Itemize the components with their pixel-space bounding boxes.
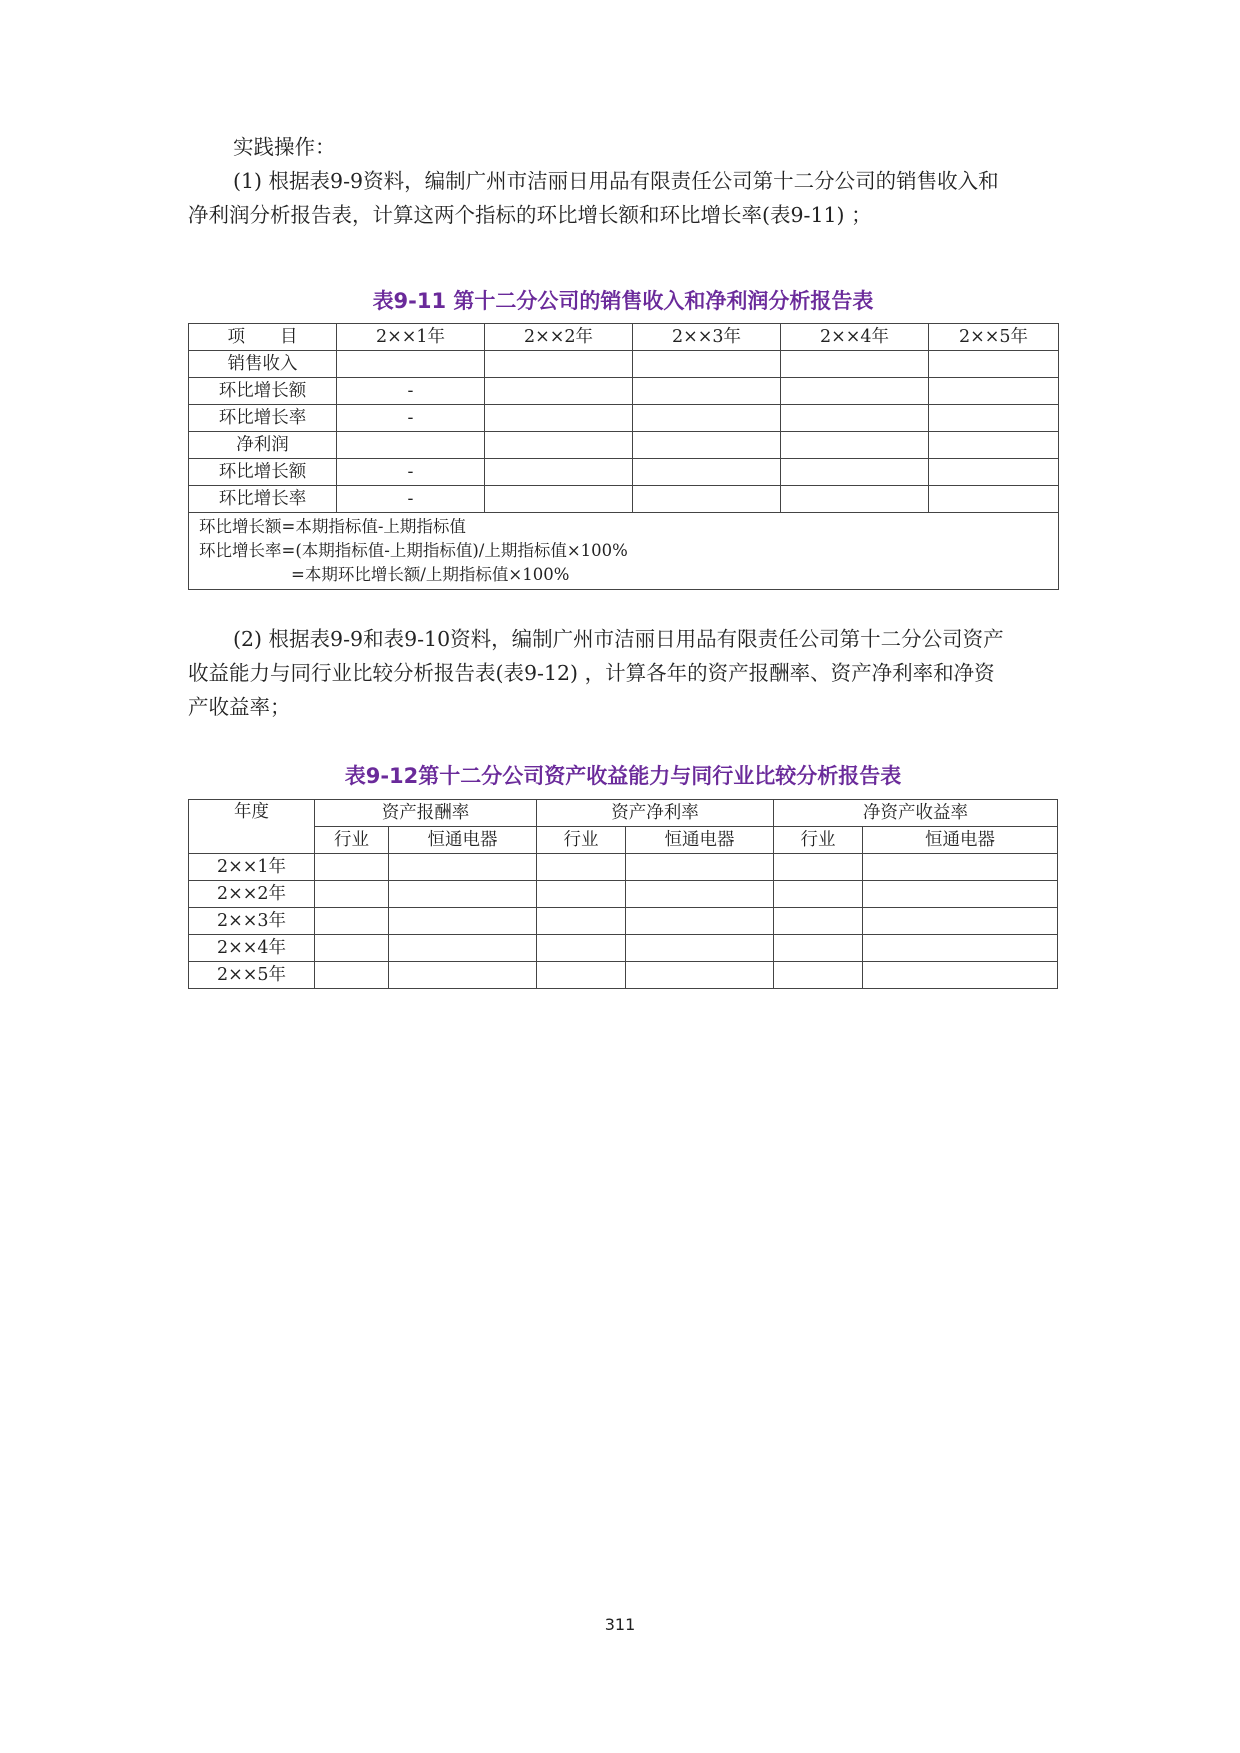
year-cell: 2××1年 xyxy=(189,854,315,881)
data-cell xyxy=(781,351,929,378)
data-cell xyxy=(626,935,774,962)
table1-sales-profit xyxy=(188,323,1059,590)
task1-line1: (1) 根据表9-9资料，编制广州市洁丽日用品有限责任公司第十二分公司的销售收入和 xyxy=(233,169,999,193)
data-cell xyxy=(389,881,537,908)
row-label: 净利润 xyxy=(189,432,337,459)
data-cell xyxy=(315,935,389,962)
table-row xyxy=(189,378,1059,405)
table-row xyxy=(189,459,1059,486)
header-cell: 2××4年 xyxy=(781,324,929,351)
row-label: 环比增长额 xyxy=(189,378,337,405)
practice-heading: 实践操作： xyxy=(233,135,336,159)
data-cell xyxy=(929,486,1059,513)
data-cell xyxy=(485,459,633,486)
table2-asset-returns xyxy=(188,799,1058,989)
data-cell xyxy=(485,378,633,405)
data-cell xyxy=(633,405,781,432)
data-cell xyxy=(315,962,389,989)
data-cell xyxy=(774,881,863,908)
row-label: 销售收入 xyxy=(189,351,337,378)
formula-note-2: 环比增长率=(本期指标值-上期指标值)/上期指标值×100% xyxy=(199,541,628,560)
data-cell xyxy=(863,935,1058,962)
table-row xyxy=(189,962,1058,989)
row-label: 环比增长率 xyxy=(189,486,337,513)
data-cell xyxy=(315,854,389,881)
data-cell xyxy=(774,854,863,881)
year-cell: 2××2年 xyxy=(189,881,315,908)
data-cell xyxy=(633,351,781,378)
data-cell xyxy=(485,486,633,513)
page-number: 311 xyxy=(604,1615,636,1634)
data-cell xyxy=(315,908,389,935)
task1-line2: 净利润分析报告表，计算这两个指标的环比增长额和环比增长率(表9-11) ； xyxy=(188,203,872,227)
table2-caption: 表9-12第十二分公司资产收益能力与同行业比较分析报告表 xyxy=(344,764,902,788)
sub-header-company: 恒通电器 xyxy=(626,827,774,854)
table-row xyxy=(189,351,1059,378)
sub-header-industry: 行业 xyxy=(315,827,389,854)
data-cell xyxy=(337,351,485,378)
group-header: 净资产收益率 xyxy=(774,800,1058,827)
data-cell xyxy=(781,432,929,459)
data-cell: - xyxy=(337,378,485,405)
formula-note-3: =本期环比增长额/上期指标值×100% xyxy=(291,565,570,584)
data-cell xyxy=(537,908,626,935)
data-cell xyxy=(774,908,863,935)
task2-line3: 产收益率； xyxy=(188,695,291,719)
data-cell xyxy=(389,908,537,935)
data-cell xyxy=(389,962,537,989)
table-row xyxy=(189,405,1059,432)
data-cell xyxy=(929,378,1059,405)
data-cell xyxy=(537,881,626,908)
data-cell xyxy=(537,962,626,989)
header-cell: 2××1年 xyxy=(337,324,485,351)
data-cell xyxy=(863,962,1058,989)
header-cell: 2××3年 xyxy=(633,324,781,351)
data-cell xyxy=(863,881,1058,908)
data-cell xyxy=(929,405,1059,432)
data-cell xyxy=(485,351,633,378)
formula-note-1: 环比增长额=本期指标值-上期指标值 xyxy=(199,517,466,536)
data-cell xyxy=(485,432,633,459)
data-cell xyxy=(315,881,389,908)
year-header: 年度 xyxy=(189,800,315,854)
data-cell xyxy=(781,459,929,486)
table-row xyxy=(189,854,1058,881)
data-cell xyxy=(537,935,626,962)
task2-line1: (2) 根据表9-9和表9-10资料，编制广州市洁丽日用品有限责任公司第十二分公司资产 xyxy=(233,627,1004,651)
data-cell xyxy=(626,962,774,989)
data-cell xyxy=(863,854,1058,881)
intro-paragraph xyxy=(188,130,1058,232)
table-row xyxy=(189,908,1058,935)
data-cell: - xyxy=(337,486,485,513)
task2-paragraph xyxy=(188,622,1058,724)
data-cell xyxy=(633,486,781,513)
data-cell xyxy=(774,935,863,962)
data-cell xyxy=(389,935,537,962)
data-cell xyxy=(781,405,929,432)
header-cell: 2××5年 xyxy=(929,324,1059,351)
data-cell xyxy=(863,908,1058,935)
row-label: 环比增长率 xyxy=(189,405,337,432)
table1-header-row xyxy=(189,324,1059,351)
data-cell xyxy=(337,432,485,459)
year-cell: 2××5年 xyxy=(189,962,315,989)
task2-line2: 收益能力与同行业比较分析报告表(表9-12) ，计算各年的资产报酬率、资产净利率和净资 xyxy=(188,661,995,685)
data-cell xyxy=(537,854,626,881)
year-cell: 2××3年 xyxy=(189,908,315,935)
data-cell: - xyxy=(337,405,485,432)
data-cell xyxy=(626,881,774,908)
data-cell xyxy=(781,486,929,513)
data-cell xyxy=(633,459,781,486)
table2-sub-header-row xyxy=(189,827,1058,854)
table1-caption: 表9-11 第十二分公司的销售收入和净利润分析报告表 xyxy=(372,289,874,313)
sub-header-industry: 行业 xyxy=(537,827,626,854)
table2-group-header-row xyxy=(189,800,1058,827)
header-cell: 项 目 xyxy=(189,324,337,351)
data-cell xyxy=(389,854,537,881)
data-cell xyxy=(485,405,633,432)
data-cell xyxy=(929,459,1059,486)
data-cell xyxy=(929,432,1059,459)
data-cell xyxy=(633,378,781,405)
sub-header-industry: 行业 xyxy=(774,827,863,854)
sub-header-company: 恒通电器 xyxy=(389,827,537,854)
data-cell xyxy=(626,854,774,881)
table-row xyxy=(189,486,1059,513)
data-cell: - xyxy=(337,459,485,486)
data-cell xyxy=(781,378,929,405)
sub-header-company: 恒通电器 xyxy=(863,827,1058,854)
year-cell: 2××4年 xyxy=(189,935,315,962)
table-row xyxy=(189,935,1058,962)
group-header: 资产报酬率 xyxy=(315,800,537,827)
header-cell: 2××2年 xyxy=(485,324,633,351)
table-row xyxy=(189,881,1058,908)
table-row xyxy=(189,432,1059,459)
group-header: 资产净利率 xyxy=(537,800,774,827)
data-cell xyxy=(774,962,863,989)
data-cell xyxy=(929,351,1059,378)
data-cell xyxy=(626,908,774,935)
formula-notes xyxy=(189,513,1059,590)
table1-notes-row xyxy=(189,513,1059,590)
data-cell xyxy=(633,432,781,459)
row-label: 环比增长额 xyxy=(189,459,337,486)
